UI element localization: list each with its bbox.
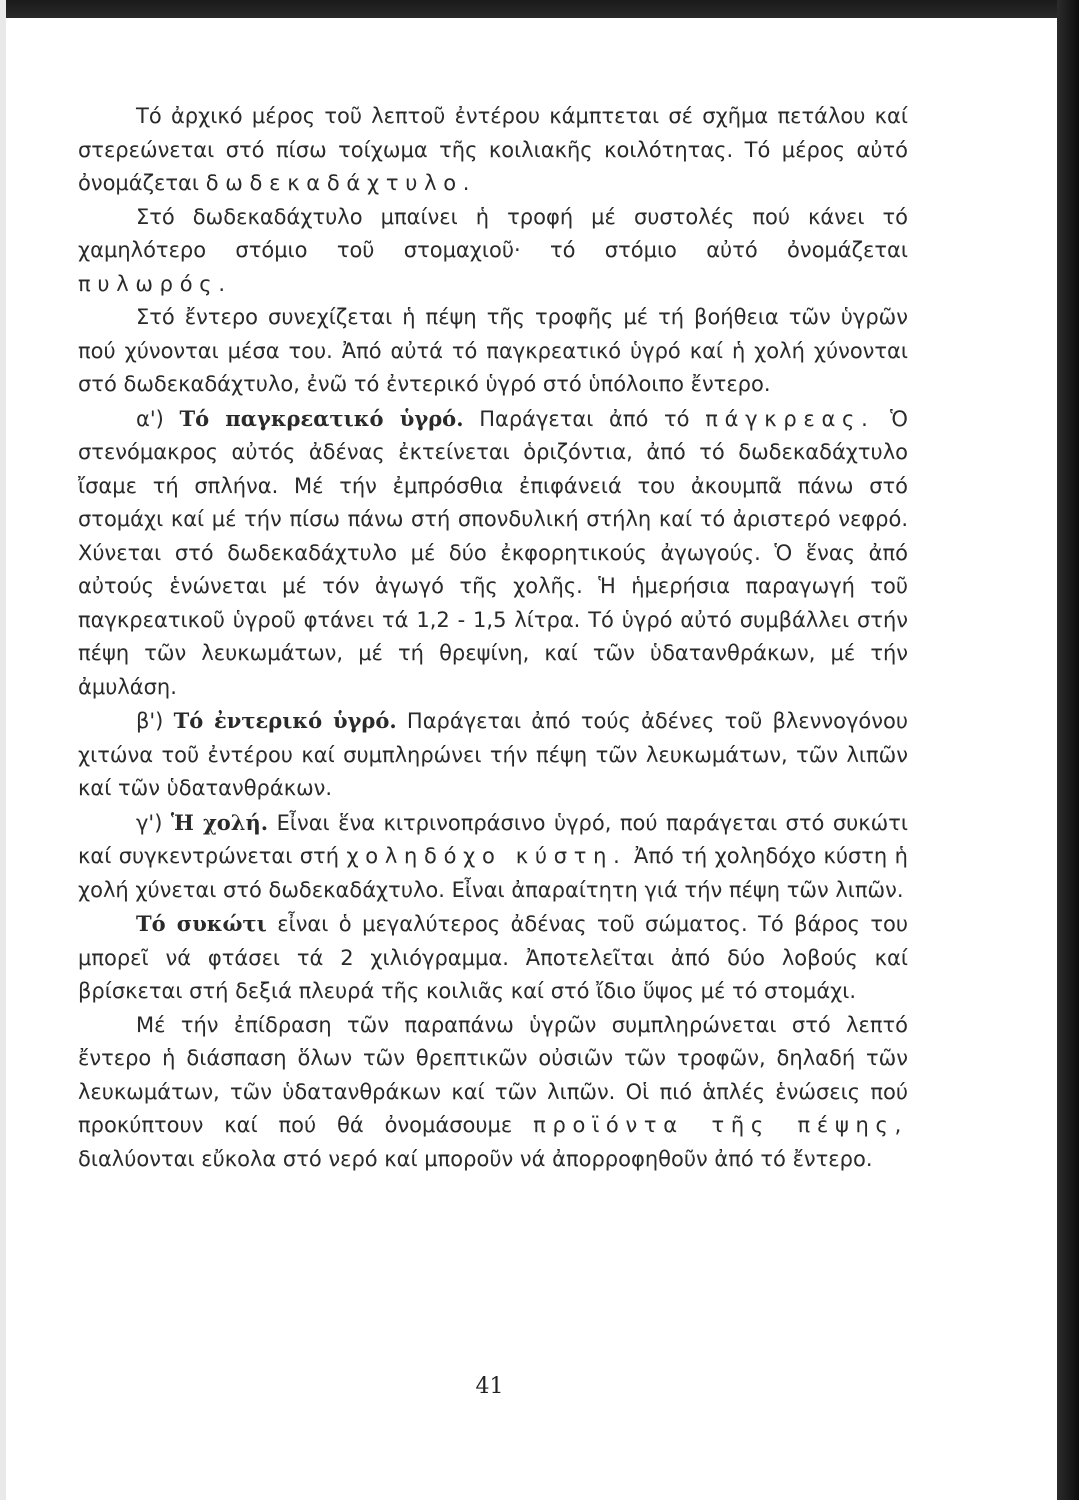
list-label-b: β') xyxy=(136,709,164,733)
paragraph-bile: γ') Ἡ χολή. Εἶναι ἕνα κιτρινοπράσινο ὑγρό, πού παράγεται στό συκώτι καί συγκεντρώνεται στή χοληδόχο κύστη. Ἀπό τή χοληδόχο κύστη ἡ χολή χύνεται στό δωδεκαδάχτυλο. Εἶναι ἀπαραίτητη γιά τήν πέψη τῶν λιπῶν. xyxy=(78,809,908,902)
paragraph-intestinal-juice: β') Τό ἐντερικό ὑγρό. Παράγεται ἀπό τούς ἀδένες τοῦ βλεννογόνου χιτώνα τοῦ ἐντέρου καί συμπληρώνει τήν πέψη τῶν λευκωμάτων, τῶν λιπῶν καί τῶν ὑδατανθράκων. xyxy=(78,708,908,800)
term-pancreas: πάγκρεας. xyxy=(705,406,875,431)
page-body xyxy=(78,100,908,1176)
list-label-a: α') xyxy=(136,406,164,431)
scan-border-top xyxy=(0,0,1079,18)
paragraph-pylorus: Στό δωδεκαδάχτυλο μπαίνει ἡ τροφή μέ συστολές πού κάνει τό χαμηλότερο στόμιο τοῦ στομαχιοῦ· τό στόμιο αὐτό ὀνομάζεται πυλωρός. xyxy=(78,204,908,296)
term-pylorus: πυλωρός. xyxy=(78,271,232,296)
paragraph-pancreatic-juice: α') Τό παγκρεατικό ὑγρό. Παράγεται ἀπό τό πάγκρεας. Ὁ στενόμακρος αὐτός ἀδένας ἐκτείνεται ὁριζόντια, ἀπό τό δωδεκαδάχτυλο ἴσαμε τή σπλήνα. Μέ τήν ἐμπρόσθια ἐπιφάνειά του ἀκουμπᾶ πάνω στό στομάχι καί μέ τήν πίσω πάνω στή σπονδυλική στήλη καί τό ἀριστερό νεφρό. Χύνεται στό δωδεκαδάχτυλο μέ δύο ἐκφορητικούς ἀγωγούς. Ὁ ἕνας ἀπό αὐτούς ἑνώνεται μέ τόν ἀγωγό τῆς χολῆς. Ἡ ἡμερήσια παραγωγή τοῦ παγκρεατικοῦ ὑγροῦ φτάνει τά 1,2 - 1,5 λίτρα. Τό ὑγρό αὐτό συμβάλλει στήν πέψη τῶν λευκωμάτων, μέ τή θρεψίνη, καί τῶν ὑδατανθράκων, μέ τήν ἀμυλάση. xyxy=(78,405,908,699)
term-gallbladder: χοληδόχο κύστη. xyxy=(346,844,627,868)
heading-pancreatic-juice: Τό παγκρεατικό ὑγρό. xyxy=(179,405,464,431)
list-label-c: γ') xyxy=(136,810,163,835)
paragraph-digestion-products: Μέ τήν ἐπίδραση τῶν παραπάνω ὑγρῶν συμπληρώνεται στό λεπτό ἔντερο ἡ διάσπαση ὅλων τῶν θρεπτικῶν οὐσιῶν τῶν τροφῶν, δηλαδή τῶν λευκωμάτων, τῶν ὑδατανθράκων καί τῶν λιπῶν. Οἱ πιό ἁπλές ἑνώσεις πού προκύπτουν καί πού θά ὀνομάσουμε προϊόντα τῆς πέψης, διαλύονται εὔκολα στό νερό καί μποροῦν νά ἀπορροφηθοῦν ἀπό τό ἔντερο. xyxy=(78,1012,908,1171)
heading-intestinal-juice: Τό ἐντερικό ὑγρό. xyxy=(173,708,397,733)
paragraph-liver: Τό συκώτι εἶναι ὁ μεγαλύτερος ἀδένας τοῦ σώματος. Τό βάρος του μπορεῖ νά φτάσει τά 2 χιλιόγραμμα. Ἀποτελεῖται ἀπό δύο λοβούς καί βρίσκεται στή δεξιά πλευρά τῆς κοιλιᾶς καί στό ἴδιο ὕψος μέ τό στομάχι. xyxy=(78,911,908,1003)
scan-border-left xyxy=(0,0,6,1500)
heading-bile: Ἡ χολή. xyxy=(170,809,269,835)
term-digestion-products: προϊόντα τῆς πέψης, xyxy=(533,1113,908,1137)
page-number: 41 xyxy=(475,1374,504,1399)
term-duodenum: δωδεκαδάχτυλο. xyxy=(205,171,477,195)
heading-liver: Τό συκώτι xyxy=(136,911,267,936)
paragraph-digestion: Στό ἔντερο συνεχίζεται ἡ πέψη τῆς τροφῆς μέ τή βοήθεια τῶν ὑγρῶν πού χύνονται μέσα του. Ἀπό αὐτά τό παγκρεατικό ὑγρό καί ἡ χολή χύνονται στό δωδεκαδάχτυλο, ἐνῶ τό ἐντερικό ὑγρό στό ὑπόλοιπο ἔντερο. xyxy=(78,305,908,396)
scan-border-right xyxy=(1057,0,1079,1500)
paragraph-duodenum: Τό ἀρχικό μέρος τοῦ λεπτοῦ ἐντέρου κάμπτεται σέ σχῆμα πετάλου καί στερεώνεται στό πίσω τοίχωμα τῆς κοιλιακῆς κοιλότητας. Τό μέρος αὐτό ὀνομάζεται δωδεκαδάχτυλο. xyxy=(78,104,908,195)
